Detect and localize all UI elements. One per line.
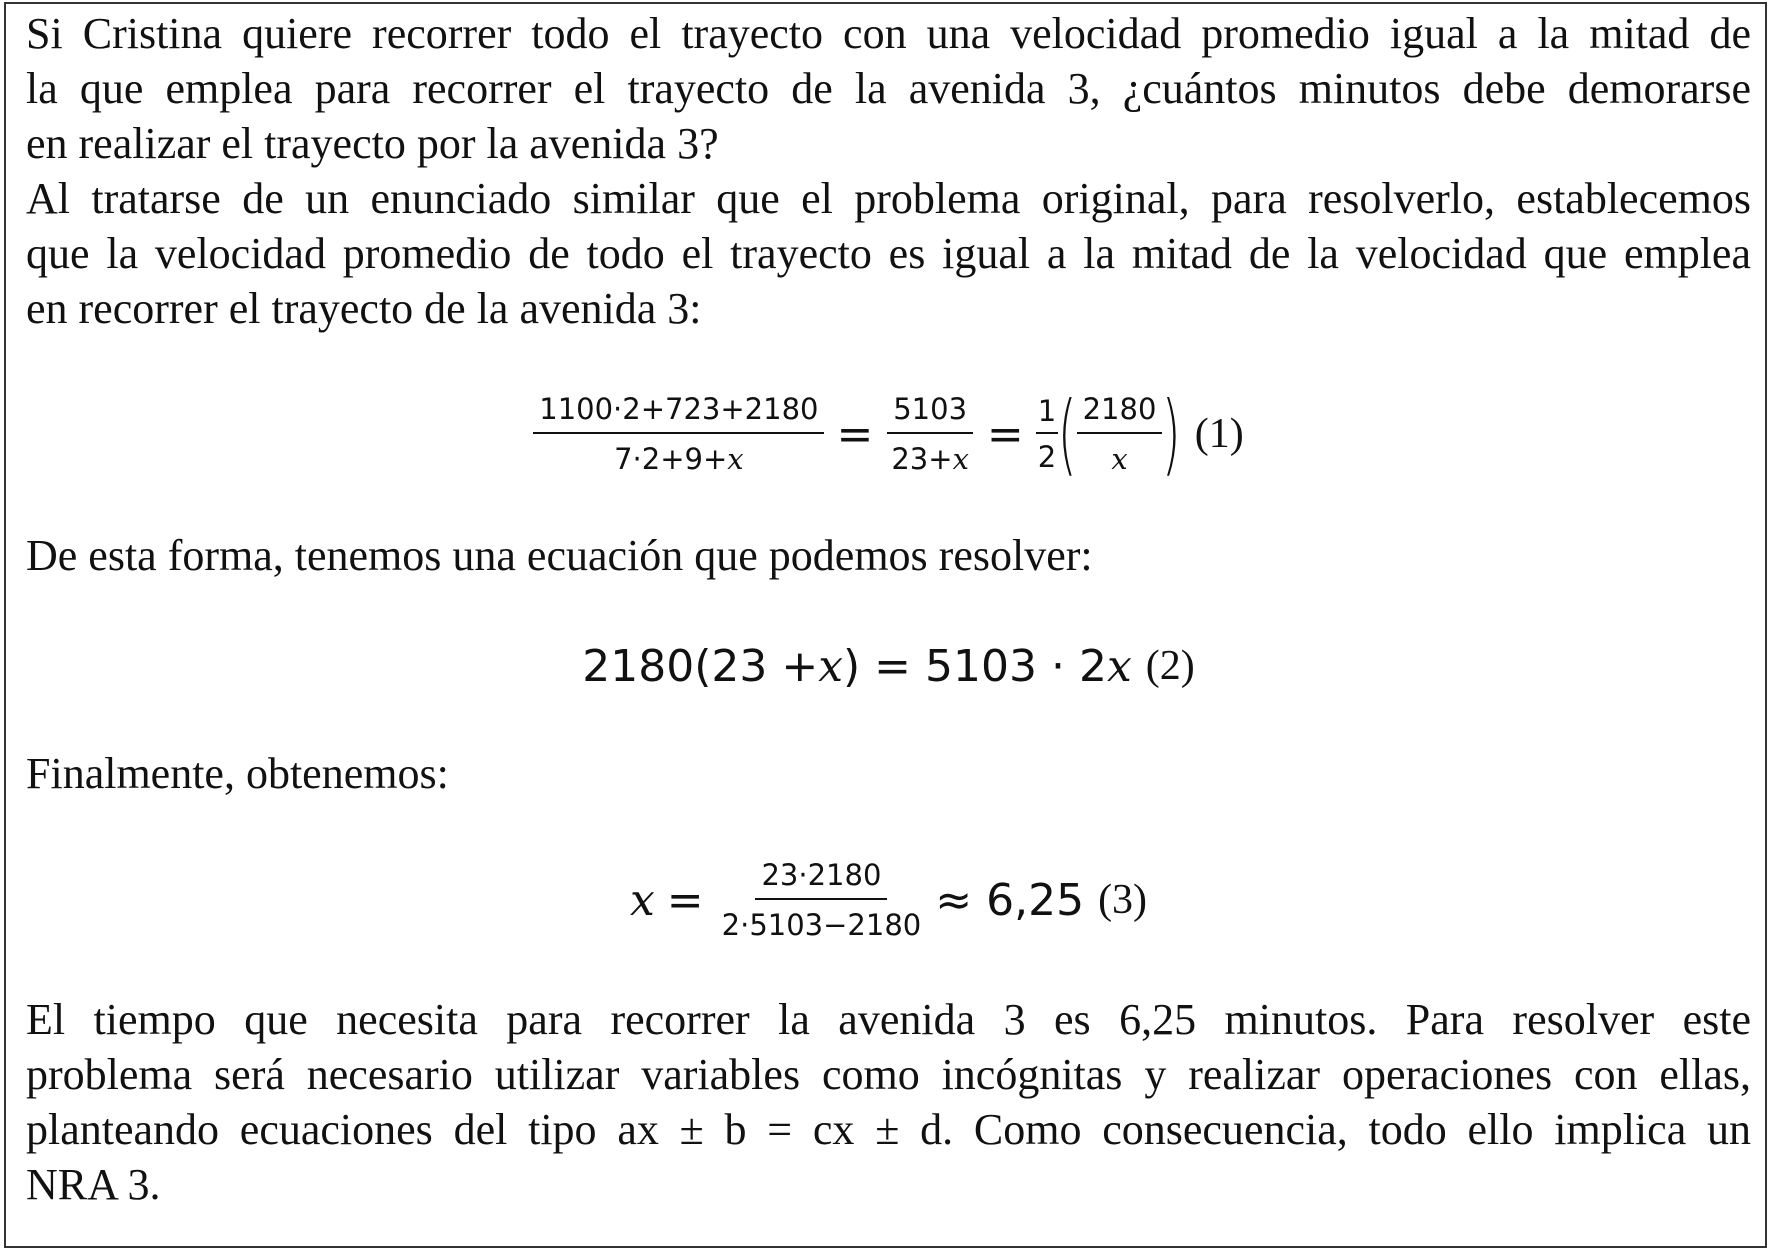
- equation-number: (1): [1194, 411, 1244, 457]
- variable-x: x: [629, 874, 655, 926]
- fraction-denominator: x: [1111, 442, 1128, 476]
- variable-x: x: [1106, 640, 1132, 692]
- fraction-denominator: 2: [1037, 440, 1057, 474]
- conclusion-line: problema será necesario utilizar variables como incógnitas y realizar operaciones con ellas,: [26, 1050, 1751, 1099]
- fraction-denominator: 2·5103−2180: [721, 908, 922, 942]
- fraction-velocity: [1077, 392, 1163, 476]
- intro-line: Si Cristina quiere recorrer todo el trayecto con una velocidad promedio igual a la mitad de: [26, 9, 1751, 58]
- fraction-numerator: 5103: [887, 392, 973, 434]
- conclusion-line: planteando ecuaciones del tipo ax ± b = cx ± d. Como consecuencia, todo ello implica un: [26, 1105, 1751, 1154]
- intro-line: que la velocidad promedio de todo el trayecto es igual a la mitad de la velocidad que emplea: [26, 229, 1751, 278]
- conclusion-line: NRA 3.: [26, 1160, 161, 1209]
- intro-line: la que emplea para recorrer el trayecto de la avenida 3, ¿cuántos minutos debe demorarse: [26, 64, 1751, 113]
- fraction-denominator: 23+x: [891, 442, 969, 476]
- fraction-numerator: 2180: [1077, 392, 1163, 434]
- fraction-numerator: 1100·2+723+2180: [533, 392, 824, 434]
- fraction-simplified: [885, 392, 975, 476]
- equation-left: 2180(23 +: [582, 640, 819, 692]
- approx-value: ≈ 6,25: [935, 874, 1085, 926]
- intro-paragraph: [26, 6, 1751, 336]
- variable-x: x: [818, 640, 844, 692]
- middle-line: De esta forma, tenemos una ecuación que podemos resolver:: [26, 531, 1093, 580]
- fraction-numerator: 1: [1036, 394, 1058, 434]
- final-paragraph: [26, 746, 1751, 801]
- conclusion-paragraph: [26, 992, 1751, 1212]
- fraction-half: [1036, 394, 1058, 474]
- middle-paragraph: [26, 528, 1751, 583]
- equation-number: (3): [1098, 877, 1148, 923]
- equation-1: [0, 382, 1777, 485]
- fraction-denominator: 7·2+9+x: [614, 442, 744, 476]
- final-line: Finalmente, obtenemos:: [26, 749, 449, 798]
- fraction-distance-time: [533, 392, 824, 476]
- equals-sign: =: [836, 408, 874, 460]
- intro-line: en realizar el trayecto por la avenida 3?: [26, 119, 719, 168]
- equation-3: [0, 852, 1777, 948]
- conclusion-line: El tiempo que necesita para recorrer la avenida 3 es 6,25 minutos. Para resolver este: [26, 995, 1751, 1044]
- equals-sign: =: [666, 874, 704, 926]
- intro-line: Al tratarse de un enunciado similar que el problema original, para resolverlo, establecemos: [26, 174, 1751, 223]
- equals-sign: =: [986, 408, 1024, 460]
- equation-2: [0, 636, 1777, 696]
- close-paren: ): [1162, 382, 1182, 485]
- intro-line: en recorrer el trayecto de la avenida 3:: [26, 284, 702, 333]
- fraction-numerator: 23·2180: [755, 858, 887, 900]
- open-paren: (: [1057, 382, 1077, 485]
- equation-number: (2): [1145, 643, 1195, 689]
- fraction-solution: [716, 858, 928, 942]
- equation-right: ) = 5103 · 2: [843, 640, 1107, 692]
